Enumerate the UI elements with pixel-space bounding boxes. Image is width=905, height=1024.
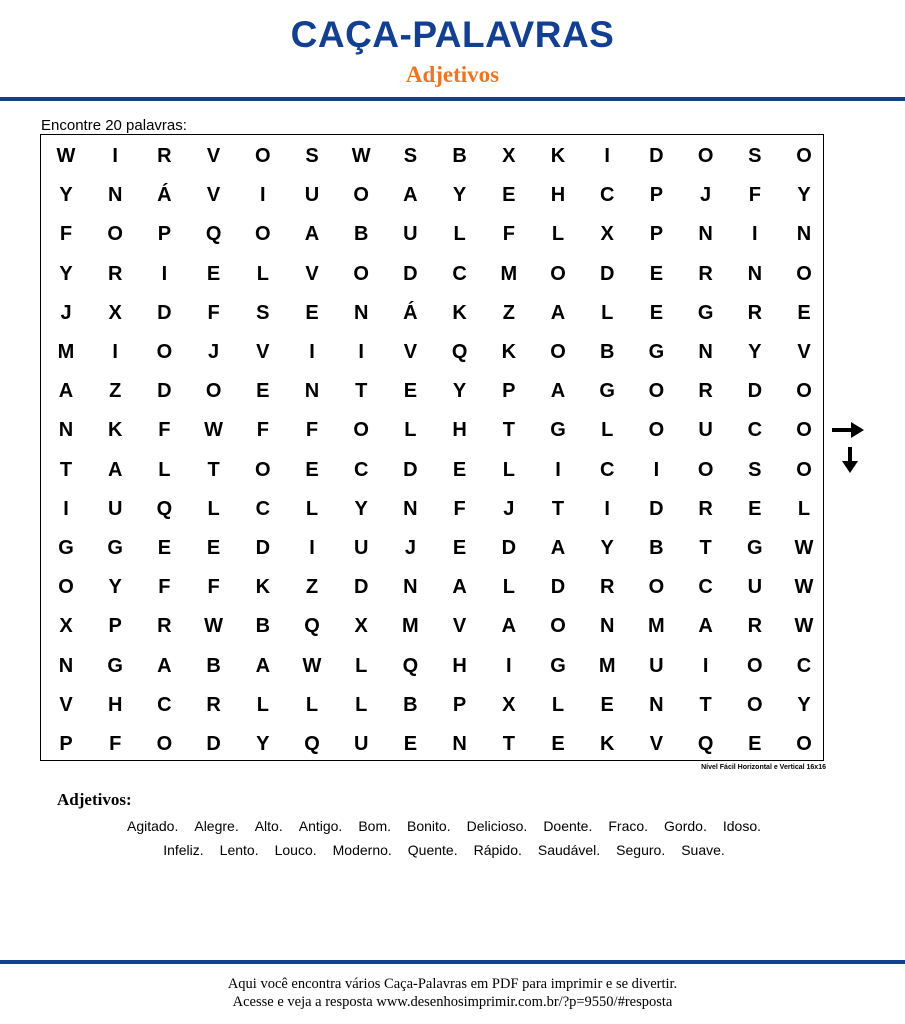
word-list-item: Seguro. — [616, 842, 666, 858]
grid-letter: Y — [59, 262, 73, 285]
grid-letter: E — [649, 262, 664, 285]
grid-letter: O — [156, 733, 173, 755]
grid-letter: M — [402, 615, 419, 638]
grid-letter: C — [747, 419, 763, 442]
grid-letter: O — [648, 576, 665, 599]
grid-letter: T — [502, 419, 515, 442]
grid-letter: Á — [403, 301, 418, 324]
grid-letter: V — [206, 145, 221, 167]
grid-letter: F — [158, 576, 171, 599]
grid-letter: D — [550, 576, 566, 599]
arrow-right-icon — [831, 421, 865, 439]
grid-letter: R — [599, 576, 615, 599]
page-subtitle: Adjetivos — [405, 62, 500, 87]
grid-letter: D — [353, 576, 369, 599]
word-list-title: Adjetivos: — [57, 790, 132, 809]
grid-letter: I — [112, 145, 118, 167]
grid-letter: G — [599, 380, 615, 403]
grid-letter: J — [700, 184, 712, 207]
grid-letter: K — [599, 733, 615, 755]
grid-letter: A — [550, 380, 566, 403]
word-list-item: Delicioso. — [466, 818, 528, 834]
grid-letter: X — [502, 693, 516, 716]
grid-letter: C — [796, 654, 812, 677]
grid-letter: O — [697, 458, 714, 481]
grid-letter: N — [353, 301, 369, 324]
grid-letter: R — [747, 615, 763, 638]
grid-letter: I — [604, 497, 610, 520]
grid-letter: N — [599, 615, 615, 638]
bottom-divider — [0, 960, 905, 964]
grid-letter: L — [502, 576, 515, 599]
grid-letter: Á — [157, 184, 172, 207]
grid-letter: I — [309, 341, 315, 363]
grid-letter: E — [551, 733, 565, 755]
grid-letter: O — [156, 341, 173, 363]
word-list-item: Quente. — [407, 842, 458, 858]
grid-letter: A — [304, 223, 320, 246]
grid-letter: Q — [304, 733, 320, 755]
grid-letter: A — [107, 458, 123, 481]
grid-letter: O — [796, 145, 812, 167]
grid-letter: P — [157, 223, 172, 246]
grid-letter: W — [351, 145, 371, 167]
grid-letter: Y — [108, 576, 122, 599]
word-list-item: Lento. — [219, 842, 259, 858]
grid-letter: D — [157, 301, 172, 324]
grid-letter: L — [601, 301, 614, 324]
grid-letter: M — [598, 654, 616, 677]
grid-letter: A — [255, 654, 271, 677]
grid-letter: N — [304, 380, 320, 403]
grid-letter: C — [255, 497, 271, 520]
grid-letter: U — [747, 576, 763, 599]
grid-letter: Q — [156, 497, 173, 520]
grid-letter: T — [551, 497, 565, 520]
grid-letter: E — [157, 537, 172, 559]
grid-letter: K — [452, 301, 467, 324]
grid-letter: I — [260, 184, 266, 207]
grid-letter: E — [305, 301, 319, 324]
grid-letter: B — [255, 615, 271, 638]
grid-letter: L — [502, 458, 515, 481]
grid-letter: Y — [452, 380, 467, 403]
grid-letter: Q — [402, 654, 419, 677]
grid-letter: J — [208, 341, 220, 363]
grid-letter: F — [207, 576, 220, 599]
grid-letter: O — [796, 733, 812, 755]
arrow-down-icon — [840, 446, 860, 474]
grid-letter: V — [206, 184, 221, 207]
word-list-item: Rápido. — [473, 842, 522, 858]
grid-letter: L — [207, 497, 220, 520]
grid-letter: N — [403, 497, 418, 520]
grid-letter: O — [255, 458, 271, 481]
grid-letter: P — [108, 615, 122, 638]
word-list-item: Doente. — [543, 818, 593, 834]
grid-letter: E — [797, 301, 811, 324]
grid-letter: M — [648, 615, 665, 638]
grid-letter: V — [305, 262, 319, 285]
grid-letter: E — [452, 458, 467, 481]
grid-letter: G — [107, 654, 123, 677]
word-list-item: Antigo. — [298, 818, 343, 834]
grid-letter: T — [355, 380, 368, 403]
grid-letter: I — [358, 341, 364, 363]
grid-letter: X — [600, 223, 614, 246]
footer-line-1: Aqui você encontra vários Caça-Palavras em PDF para imprimir e se divertir. — [227, 976, 678, 992]
grid-letter: Z — [305, 576, 319, 599]
grid-letter: O — [550, 341, 566, 363]
word-list-item: Bonito. — [407, 818, 451, 834]
grid-letter: V — [59, 693, 73, 716]
word-list-item: Alegre. — [194, 818, 239, 834]
grid-letter: Z — [502, 301, 515, 324]
grid-letter: S — [403, 145, 418, 167]
grid-letter: I — [309, 537, 315, 559]
grid-letter: O — [747, 693, 763, 716]
grid-letter: N — [403, 576, 418, 599]
grid-letter: T — [59, 458, 73, 481]
grid-letter: C — [452, 262, 467, 285]
grid-letter: I — [506, 654, 512, 677]
word-list-item: Bom. — [358, 818, 392, 834]
grid-letter: W — [794, 576, 814, 599]
grid-letter: F — [207, 301, 220, 324]
grid-letter: U — [304, 184, 320, 207]
grid-letter: I — [112, 341, 118, 363]
grid-letter: N — [698, 223, 713, 246]
grid-letter: O — [550, 262, 566, 285]
grid-letter: R — [157, 145, 172, 167]
grid-letter: N — [452, 733, 467, 755]
word-list-item: Moderno. — [332, 842, 392, 858]
grid-letter: P — [59, 733, 73, 755]
grid-letter: F — [502, 223, 515, 246]
grid-letter: K — [255, 576, 271, 599]
grid-letter: R — [698, 380, 713, 403]
page-title: CAÇA-PALAVRAS — [290, 14, 615, 55]
grid-letter: I — [653, 458, 660, 481]
grid-letter: O — [697, 145, 714, 167]
grid-letter: A — [501, 615, 517, 638]
grid-letter: L — [601, 419, 614, 442]
grid-letter: I — [555, 458, 561, 481]
grid-letter: D — [403, 458, 418, 481]
grid-letter: K — [550, 145, 566, 167]
grid-letter: O — [747, 654, 763, 677]
grid-letter: A — [452, 576, 467, 599]
grid-letter: V — [403, 341, 418, 363]
grid-letter: W — [204, 615, 224, 638]
difficulty-note: Nível Fácil Horizontal e Vertical 16x16 — [701, 764, 826, 771]
grid-letter: M — [500, 262, 518, 285]
grid-letter: S — [305, 145, 319, 167]
grid-letter: D — [255, 537, 271, 559]
grid-letter: A — [403, 184, 418, 207]
grid-letter: L — [256, 262, 269, 285]
grid-letter: O — [205, 380, 222, 403]
grid-letter: B — [206, 654, 221, 677]
grid-letter: O — [796, 380, 812, 403]
grid-letter: X — [108, 301, 122, 324]
grid-letter: L — [305, 693, 319, 716]
grid-letter: C — [353, 458, 369, 481]
grid-letter: S — [748, 458, 762, 481]
grid-letter: I — [63, 497, 69, 520]
grid-letter: O — [107, 223, 123, 246]
grid-letter: O — [58, 576, 74, 599]
grid-letter: Y — [59, 184, 73, 207]
grid-letter: L — [305, 497, 319, 520]
grid-letter: E — [748, 733, 762, 755]
grid-letter: G — [58, 537, 74, 559]
grid-letter: U — [107, 497, 123, 520]
grid-letter: A — [550, 537, 566, 559]
grid-letter: L — [551, 223, 565, 246]
grid-letter: S — [256, 301, 270, 324]
grid-letter: O — [255, 145, 271, 167]
grid-letter: N — [107, 184, 123, 207]
grid-letter: Y — [354, 497, 368, 520]
grid-letter: E — [649, 301, 664, 324]
grid-letter: V — [452, 615, 467, 638]
grid-letter: C — [157, 693, 172, 716]
grid-letter: N — [796, 223, 812, 246]
grid-letter: O — [353, 184, 369, 207]
grid-letter: S — [748, 145, 762, 167]
grid-letter: F — [109, 733, 122, 755]
grid-letter: O — [648, 419, 665, 442]
grid-letter: R — [206, 693, 221, 716]
grid-letter: D — [747, 380, 763, 403]
grid-letter: Z — [109, 380, 122, 403]
grid-letter: T — [699, 537, 712, 559]
grid-letter: G — [550, 419, 566, 442]
grid-letter: A — [550, 301, 566, 324]
grid-letter: J — [60, 301, 72, 324]
grid-letter: G — [550, 654, 566, 677]
grid-letter: E — [502, 184, 516, 207]
grid-letter: E — [452, 537, 467, 559]
grid-letter: D — [599, 262, 615, 285]
grid-letter: Y — [797, 693, 811, 716]
grid-letter: V — [256, 341, 270, 363]
grid-letter: O — [353, 419, 369, 442]
grid-letter: F — [748, 184, 761, 207]
grid-letter: A — [157, 654, 172, 677]
grid-letter: X — [59, 615, 73, 638]
grid-letter: Y — [600, 537, 614, 559]
word-list-item: Infeliz. — [163, 842, 204, 858]
grid-letter: Y — [452, 184, 467, 207]
grid-letter: U — [353, 733, 369, 755]
grid-letter: N — [747, 262, 763, 285]
grid-letter: L — [355, 654, 368, 677]
grid-letter: Q — [205, 223, 222, 246]
grid-letter: G — [747, 537, 763, 559]
grid-letter: Q — [697, 733, 714, 755]
word-list-item: Agitado. — [126, 818, 179, 834]
grid-letter: W — [794, 537, 814, 559]
grid-letter: B — [599, 341, 615, 363]
grid-letter: U — [353, 537, 369, 559]
grid-letter: U — [698, 419, 713, 442]
grid-letter: B — [403, 693, 418, 716]
grid-letter: B — [452, 145, 467, 167]
footer-line-2: Acesse e veja a resposta www.desenhosimprimir.com.br/?p=9550/#resposta — [232, 994, 673, 1010]
grid-letter: N — [698, 341, 713, 363]
grid-letter: M — [57, 341, 75, 363]
grid-letter: O — [796, 419, 812, 442]
grid-letter: L — [158, 458, 171, 481]
grid-letter: Y — [797, 184, 811, 207]
grid-letter: O — [796, 458, 812, 481]
grid-letter: E — [600, 693, 614, 716]
grid-letter: L — [453, 223, 466, 246]
grid-letter: I — [161, 262, 168, 285]
grid-letter: N — [58, 419, 74, 442]
grid-letter: V — [797, 341, 811, 363]
grid-letter: O — [796, 262, 812, 285]
grid-letter: F — [305, 419, 319, 442]
grid-letter: R — [747, 301, 763, 324]
grid-letter: P — [502, 380, 516, 403]
grid-letter: F — [158, 419, 171, 442]
grid-letter: W — [794, 615, 814, 638]
grid-letter: T — [207, 458, 220, 481]
grid-letter: K — [501, 341, 517, 363]
grid-letter: T — [699, 693, 712, 716]
grid-letter: A — [58, 380, 74, 403]
grid-letter: A — [698, 615, 713, 638]
grid-letter: O — [550, 615, 566, 638]
grid-letter: L — [355, 693, 368, 716]
grid-letter: V — [649, 733, 664, 755]
grid-letter: I — [604, 145, 610, 167]
grid-letter: X — [502, 145, 516, 167]
grid-letter: W — [56, 145, 76, 167]
instructions: Encontre 20 palavras: — [41, 117, 187, 134]
grid-letter: X — [354, 615, 368, 638]
grid-letter: P — [649, 184, 664, 207]
word-list-row-1 — [0, 818, 888, 834]
grid-letter: D — [206, 733, 221, 755]
grid-letter: N — [58, 654, 74, 677]
grid-letter: E — [206, 262, 221, 285]
word-list-item: Saudável. — [537, 842, 601, 858]
grid-letter: P — [452, 693, 467, 716]
grid-letter: D — [649, 145, 664, 167]
grid-letter: D — [157, 380, 172, 403]
grid-letter: G — [648, 341, 665, 363]
grid-letter: I — [752, 223, 758, 246]
grid-letter: B — [353, 223, 369, 246]
grid-letter: G — [697, 301, 714, 324]
word-search-grid — [40, 134, 824, 761]
word-list-item: Suave. — [681, 842, 725, 858]
grid-letter: F — [453, 497, 466, 520]
grid-letter: H — [550, 184, 566, 207]
grid-letter: O — [255, 223, 271, 246]
grid-letter: Q — [451, 341, 468, 363]
grid-letter: C — [599, 184, 615, 207]
grid-letter: L — [256, 693, 269, 716]
grid-letter: R — [698, 497, 713, 520]
grid-letter: K — [107, 419, 123, 442]
grid-letter: E — [748, 497, 762, 520]
grid-letter: H — [107, 693, 123, 716]
grid-letter: I — [702, 654, 709, 677]
grid-letter: R — [107, 262, 123, 285]
grid-letter: D — [501, 537, 517, 559]
grid-letter: Q — [304, 615, 320, 638]
grid-letter: H — [452, 419, 467, 442]
word-list-item: Gordo. — [664, 818, 707, 834]
grid-letter: D — [649, 497, 664, 520]
grid-letter: O — [648, 380, 665, 403]
word-list-item: Fraco. — [608, 818, 649, 834]
grid-letter: E — [403, 380, 418, 403]
grid-letter: H — [452, 654, 467, 677]
grid-letter: R — [698, 262, 713, 285]
grid-letter: F — [59, 223, 73, 246]
word-list-item: Louco. — [274, 842, 317, 858]
grid-letter: D — [403, 262, 418, 285]
grid-letter: Y — [748, 341, 762, 363]
grid-letter: F — [256, 419, 269, 442]
grid-letter: W — [204, 419, 224, 442]
word-list-row-2 — [0, 842, 888, 858]
grid-letter: L — [404, 419, 417, 442]
grid-letter: C — [599, 458, 615, 481]
grid-letter: W — [302, 654, 322, 677]
grid-letter: G — [107, 537, 123, 559]
grid-letter: Y — [256, 733, 270, 755]
grid-letter: J — [503, 497, 515, 520]
grid-letter: E — [305, 458, 319, 481]
grid-letter: N — [649, 693, 664, 716]
grid-letter: E — [403, 733, 418, 755]
grid-letter: R — [157, 615, 172, 638]
grid-letter: U — [403, 223, 418, 246]
grid-letter: L — [551, 693, 565, 716]
grid-letter: T — [502, 733, 515, 755]
grid-letter: U — [649, 654, 664, 677]
grid-letter: E — [206, 537, 221, 559]
word-list-item: Alto. — [254, 818, 283, 834]
grid-letter: P — [649, 223, 664, 246]
grid-letter: J — [404, 537, 416, 559]
grid-letter: O — [353, 262, 369, 285]
word-list-item: Idoso. — [722, 818, 761, 834]
grid-letter: L — [797, 497, 811, 520]
grid-letter: E — [256, 380, 270, 403]
grid-letter: C — [698, 576, 713, 599]
grid-letter: B — [649, 537, 664, 559]
top-divider — [0, 97, 905, 101]
